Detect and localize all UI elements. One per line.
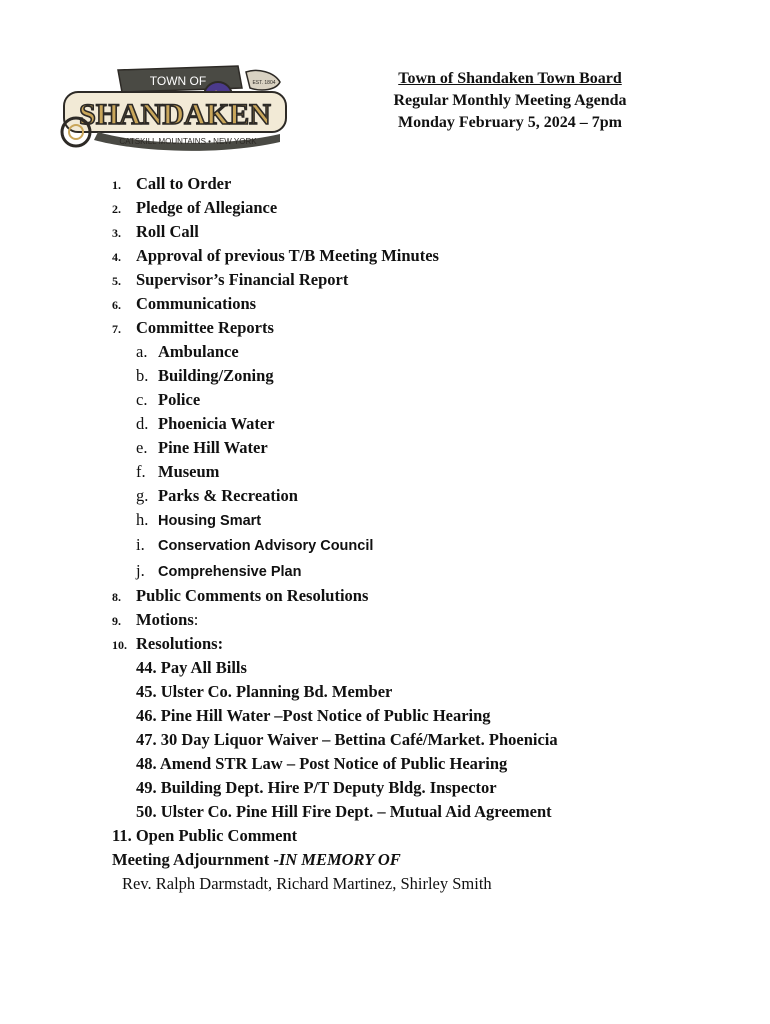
committee-item: a. Ambulance: [136, 342, 239, 361]
resolution-item: 44. Pay All Bills: [136, 658, 247, 677]
memory-names: Rev. Ralph Darmstadt, Richard Martinez, Shirley Smith: [122, 874, 492, 893]
agenda-list: [112, 172, 732, 896]
agenda-item: 7. Committee Reports: [112, 318, 274, 337]
committee-item: h. Housing Smart: [136, 510, 262, 529]
logo-main-text: SHANDAKEN: [79, 98, 271, 131]
committee-item: f. Museum: [136, 462, 220, 481]
logo-small-text: TOWN OF: [149, 74, 207, 88]
open-public-comment: 11. Open Public Comment: [112, 826, 298, 845]
agenda-item: 9. Motions:: [112, 610, 199, 629]
committee-item: c. Police: [136, 390, 201, 409]
committee-item: i. Conservation Advisory Council: [136, 535, 374, 554]
committee-item: g. Parks & Recreation: [136, 486, 298, 505]
committee-item: b. Building/Zoning: [136, 366, 274, 385]
agenda-item: 10. Resolutions:: [112, 634, 224, 653]
agenda-header: [360, 68, 660, 134]
resolution-item: 50. Ulster Co. Pine Hill Fire Dept. – Mutual Aid Agreement: [136, 802, 552, 821]
memory-label: IN MEMORY OF: [278, 850, 401, 869]
resolution-item: 45. Ulster Co. Planning Bd. Member: [136, 682, 393, 701]
agenda-item: 2. Pledge of Allegiance: [112, 198, 278, 217]
committee-item: d. Phoenicia Water: [136, 414, 275, 433]
committee-item: e. Pine Hill Water: [136, 438, 268, 457]
meeting-date: Monday February 5, 2024 – 7pm: [398, 114, 622, 131]
resolution-item: 49. Building Dept. Hire P/T Deputy Bldg. Inspector: [136, 778, 497, 797]
agenda-item: 8. Public Comments on Resolutions: [112, 586, 369, 605]
resolution-item: 47. 30 Day Liquor Waiver – Bettina Café/Market. Phoenicia: [136, 730, 558, 749]
meeting-adjournment: Meeting Adjournment -IN MEMORY OF: [112, 850, 401, 869]
agenda-item: 3. Roll Call: [112, 222, 199, 241]
town-logo: [58, 62, 290, 158]
agenda-item: 5. Supervisor’s Financial Report: [112, 270, 349, 289]
board-title: Town of Shandaken Town Board: [398, 70, 622, 87]
agenda-item: 4. Approval of previous T/B Meeting Minutes: [112, 246, 439, 265]
agenda-item: 1. Call to Order: [112, 174, 232, 193]
resolution-item: 46. Pine Hill Water –Post Notice of Public Hearing: [136, 706, 491, 725]
resolution-item: 48. Amend STR Law – Post Notice of Public Hearing: [136, 754, 508, 773]
logo-sub-text: CATSKILL MOUNTAINS • NEW YORK: [119, 137, 257, 146]
agenda-item: 6. Communications: [112, 294, 257, 313]
meeting-type: Regular Monthly Meeting Agenda: [393, 92, 627, 109]
committee-item: j. Comprehensive Plan: [136, 561, 302, 580]
logo-badge: EST. 1804: [252, 80, 276, 86]
